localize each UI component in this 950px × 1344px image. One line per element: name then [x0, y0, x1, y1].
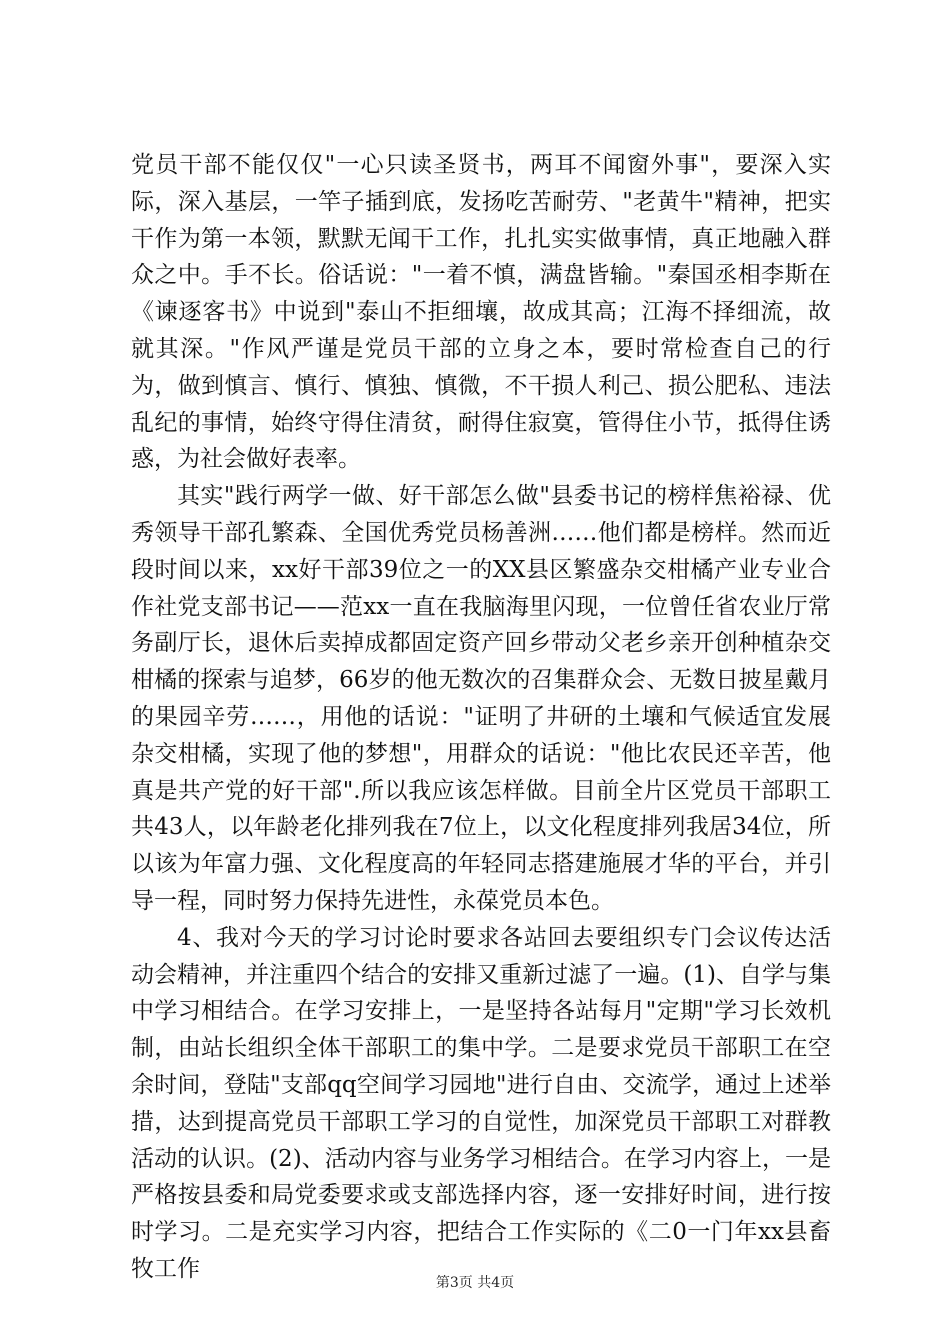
page-footer: 第3页 共4页	[435, 1275, 515, 1291]
document-body	[131, 147, 831, 1288]
paragraph-1: 党员干部不能仅仅"一心只读圣贤书，两耳不闻窗外事"，要深入实际，深入基层，一竿子插到底，发扬吃苦耐劳、"老黄牛"精神，把实干作为第一本领，默默无闻干工作，扎扎实实做事情，真正地融入群众之中。手不长。俗话说："一着不慎，满盘皆输。"秦国丞相李斯在《谏逐客书》中说到"泰山不拒细壤，故成其高；江海不择细流，故就其深。"作风严谨是党员干部的立身之本，要时常检查自己的行为，做到慎言、慎行、慎独、慎微，不干损人利己、损公肥私、违法乱纪的事情，始终守得住清贫，耐得住寂寞，管得住小节，抵得住诱惑，为社会做好表率。	[131, 152, 831, 473]
paragraph-2: 其实"践行两学一做、好干部怎么做"县委书记的榜样焦裕禄、优秀领导干部孔繁森、全国优秀党员杨善洲……他们都是榜样。然而近段时间以来，xx好干部39位之一的XX县区繁盛杂交柑橘产业专业合作社党支部书记——范xx一直在我脑海里闪现，一位曾任省农业厅常务副厅长，退休后卖掉成都固定资产回乡带动父老乡亲开创种植杂交柑橘的探索与追梦，66岁的他无数次的召集群众会、无数日披星戴月的果园辛劳……，用他的话说："证明了井研的土壤和气候适宜发展杂交柑橘，实现了他的梦想"，用群众的话说："他比农民还辛苦，他真是共产党的好干部".所以我应该怎样做。目前全片区党员干部职工共43人，以年龄老化排列我在7位上，以文化程度排列我居34位，所以该为年富力强、文化程度高的年轻同志搭建施展才华的平台，并引导一程，同时努力保持先进性，永葆党员本色。	[131, 483, 831, 914]
paragraph-3: 4、我对今天的学习讨论时要求各站回去要组织专门会议传达活动会精神，并注重四个结合的安排又重新过滤了一遍。(1)、自学与集中学习相结合。在学习安排上，一是坚持各站每月"定期"学习长效机制，由站长组织全体干部职工的集中学。二是要求党员干部职工在空余时间，登陆"支部qq空间学习园地"进行自由、交流学，通过上述举措，达到提高党员干部职工学习的自觉性，加深党员干部职工对群教活动的认识。(2)、活动内容与业务学习相结合。在学习内容上，一是严格按县委和局党委要求或支部选择内容，逐一安排好时间，进行按时学习。二是充实学习内容，把结合工作实际的《二0一门年xx县畜牧工作	[131, 924, 831, 1282]
